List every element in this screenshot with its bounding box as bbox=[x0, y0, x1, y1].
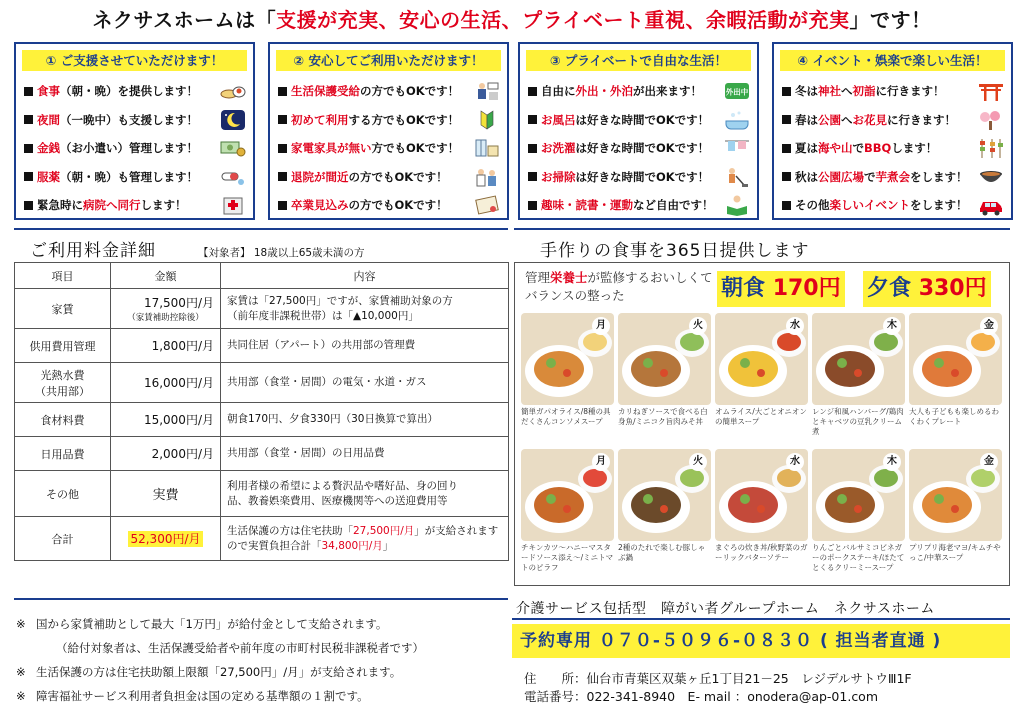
feature-item-text bbox=[37, 77, 219, 105]
target-text: 18歳以上65歳未満の方 bbox=[250, 247, 365, 259]
feature-box-1 bbox=[14, 42, 255, 220]
fee-item: 光熱水費 （共用部） bbox=[15, 363, 111, 403]
feature-highlight: 生活保護受給 bbox=[291, 84, 360, 98]
food-desc-red: 栄養士 bbox=[550, 270, 588, 285]
fee-content-line: 家賃は「27,500円」ですが、家賃補助対象の方 bbox=[227, 295, 453, 308]
fee-item: 日用品費 bbox=[15, 437, 111, 471]
feature-item bbox=[278, 77, 501, 105]
meal-photo bbox=[715, 313, 808, 443]
bullet-square bbox=[278, 172, 287, 181]
weekday-badge: 月 bbox=[592, 453, 610, 471]
feature-item bbox=[782, 77, 1005, 105]
fee-item: 合計 bbox=[15, 517, 111, 561]
fee-item: 供用費用管理 bbox=[15, 329, 111, 363]
meal-photo bbox=[715, 449, 808, 579]
fee-amount-value: 2,000円/月 bbox=[151, 447, 214, 461]
bullet-square bbox=[278, 87, 287, 96]
food-description bbox=[525, 269, 715, 305]
fee-row bbox=[15, 471, 509, 517]
feature-item bbox=[528, 163, 751, 191]
fee-content bbox=[221, 471, 509, 517]
feature-item-text bbox=[37, 134, 219, 162]
feature-highlight-2: 芋煮会 bbox=[875, 169, 910, 184]
feature-suffix: 方でもOKです！ bbox=[371, 141, 460, 155]
feature-item-text bbox=[37, 191, 219, 219]
feature-box-title: ② 安心してご利用いただけます！ bbox=[276, 50, 501, 71]
note-line bbox=[16, 612, 506, 636]
note-mark: ※ bbox=[16, 617, 26, 631]
meal-caption: まぐろの炊き丼/秋野菜のガーリックバターソテー bbox=[715, 543, 808, 563]
divider-company bbox=[512, 618, 1010, 620]
feature-section bbox=[14, 42, 1010, 220]
fee-amount bbox=[111, 329, 221, 363]
meal-photo bbox=[909, 313, 1002, 443]
meal-caption: 簡単ガパオライス/8種の具だくさんコンソメスープ bbox=[521, 407, 611, 427]
fee-content bbox=[221, 403, 509, 437]
feature-highlight: お掃除 bbox=[541, 169, 576, 184]
feature-suffix: する方でもOKです！ bbox=[348, 112, 460, 127]
feature-suffix: など自由です！ bbox=[633, 198, 714, 212]
headline-prefix: ネクサスホームは「 bbox=[92, 8, 277, 32]
pot-icon bbox=[977, 166, 1005, 188]
feature-highlight: 卒業見込み bbox=[291, 198, 349, 212]
fee-row bbox=[15, 289, 509, 329]
feature-item bbox=[24, 134, 247, 162]
fee-amount bbox=[111, 289, 221, 329]
weekday-badge: 金 bbox=[980, 317, 998, 335]
feature-item bbox=[278, 106, 501, 134]
fee-row bbox=[15, 363, 509, 403]
company-name: 介護サービス包括型 障がい者グループホーム ネクサスホーム bbox=[516, 601, 935, 617]
hospital-icon bbox=[219, 194, 247, 216]
feature-highlight: お風呂 bbox=[541, 112, 576, 127]
fee-content bbox=[221, 363, 509, 403]
note-line bbox=[16, 684, 506, 708]
meal-caption: 2種のたれで楽しむ豚しゃぶ鍋 bbox=[618, 543, 706, 563]
feature-suffix: します！ bbox=[140, 198, 187, 212]
bullet-square bbox=[782, 87, 791, 96]
feature-highlight: 海や山 bbox=[818, 141, 853, 155]
feature-pre: 春は bbox=[795, 112, 818, 127]
feature-suffix: の方でもOKです！ bbox=[348, 169, 448, 184]
feature-item bbox=[278, 134, 501, 162]
meal-caption: カリねぎソースで食べる白身魚/ミニコク旨肉みそ丼 bbox=[618, 407, 708, 427]
vacuum-icon bbox=[723, 166, 751, 188]
bbq-icon bbox=[977, 137, 1005, 159]
total-note-housing: 27,500円/月 bbox=[353, 525, 415, 538]
feature-item bbox=[278, 191, 501, 219]
feature-box-title: ① ご支援させていただけます！ bbox=[22, 50, 247, 71]
feature-item-text bbox=[291, 77, 473, 105]
feature-highlight: 食事 bbox=[37, 84, 60, 98]
feature-item-text bbox=[795, 191, 977, 219]
weekday-badge: 火 bbox=[689, 453, 707, 471]
divider-right-top bbox=[514, 228, 1010, 230]
divider-notes bbox=[14, 598, 508, 600]
feature-highlight: 病院へ同行 bbox=[83, 198, 141, 212]
fee-row bbox=[15, 437, 509, 471]
office-icon bbox=[473, 80, 501, 102]
fee-row bbox=[15, 329, 509, 363]
dinner-label: 夕食 bbox=[867, 276, 912, 301]
phone-email-line: 電話番号：022-341-8940 E- mail ：onodera@ap-01.com bbox=[524, 689, 879, 704]
feature-suffix: に行きます！ bbox=[887, 112, 956, 127]
feature-pre: その他 bbox=[795, 198, 830, 212]
feature-item-text bbox=[291, 106, 473, 134]
feature-item bbox=[528, 134, 751, 162]
bullet-square bbox=[528, 172, 537, 181]
food-desc-pre: 管理 bbox=[525, 270, 551, 285]
meal-photo bbox=[521, 449, 614, 579]
feature-mid: へ bbox=[841, 112, 853, 127]
feature-highlight: お洗濯 bbox=[541, 141, 576, 155]
header-item: 項目 bbox=[15, 263, 111, 289]
total-note-pre: 生活保護の方は住宅扶助「 bbox=[227, 525, 353, 538]
feature-pre: 夏は bbox=[795, 141, 818, 155]
feature-item bbox=[278, 163, 501, 191]
laundry-icon bbox=[723, 137, 751, 159]
fee-amount bbox=[111, 403, 221, 437]
bullet-square bbox=[24, 201, 33, 210]
feature-suffix: （一晩中）も支援します！ bbox=[60, 112, 198, 127]
feature-highlight: 神社 bbox=[818, 84, 841, 98]
feature-suffix: は好きな時間でOKです！ bbox=[575, 112, 710, 127]
bullet-square bbox=[24, 87, 33, 96]
feature-highlight: 公園広場 bbox=[818, 169, 864, 184]
feature-item-text bbox=[541, 77, 723, 105]
feature-item-text bbox=[541, 163, 723, 191]
weekday-badge: 火 bbox=[689, 317, 707, 335]
bullet-square bbox=[278, 144, 287, 153]
reservation-phone: 予約専用 ０７０-５０９６-０８３０ ( 担当者直通 ) bbox=[512, 624, 1010, 658]
bullet-square bbox=[528, 115, 537, 124]
weekday-badge: 水 bbox=[786, 453, 804, 471]
meal-icon bbox=[219, 80, 247, 102]
bullet-square bbox=[24, 115, 33, 124]
fee-content-line: 共用部（食堂・居間）の日用品費 bbox=[227, 447, 385, 460]
feature-item bbox=[24, 77, 247, 105]
feature-item bbox=[24, 106, 247, 134]
feature-box-2 bbox=[268, 42, 509, 220]
target-note bbox=[198, 245, 365, 260]
bullet-square bbox=[782, 115, 791, 124]
feature-item-text bbox=[795, 77, 977, 105]
diploma-icon bbox=[473, 194, 501, 216]
note-text: （給付対象者は、生活保護受給者や前年度の市町村民税非課税者です） bbox=[56, 641, 424, 655]
fee-amount-note: （家賃補助控除後） bbox=[127, 313, 204, 323]
bullet-square bbox=[278, 201, 287, 210]
feature-highlight-2: 初詣 bbox=[852, 84, 876, 98]
fee-table-header bbox=[15, 263, 509, 289]
cherry-blossom-icon bbox=[977, 109, 1005, 131]
feature-item-text bbox=[37, 106, 219, 134]
note-text: 障害福祉サービス利用者負担金は国の定める基準額の１割です。 bbox=[36, 689, 369, 703]
headline-suffix: 」です！ bbox=[849, 8, 932, 32]
note-text: 生活保護の方は住宅扶助額上限額「27,500円」/月」が支給されます。 bbox=[36, 665, 402, 679]
total-note-mid: 」が支給されますので実質負担合計「 bbox=[227, 525, 499, 552]
feature-suffix: に行きます！ bbox=[875, 84, 945, 98]
feature-item bbox=[528, 77, 751, 105]
feature-highlight: 家電家具が無い bbox=[291, 141, 372, 155]
fee-amount-value: 16,000円/月 bbox=[143, 376, 214, 390]
feature-item-text bbox=[291, 163, 473, 191]
meal-photo bbox=[812, 449, 905, 579]
fee-content bbox=[221, 329, 509, 363]
svg-text:外出中: 外出中 bbox=[725, 87, 749, 97]
address-block bbox=[524, 670, 912, 706]
weekday-badge: 金 bbox=[980, 453, 998, 471]
meal-caption: オムライス/大ごとオニオンの簡単スープ bbox=[715, 407, 807, 427]
moon-icon bbox=[219, 109, 247, 131]
fee-content bbox=[221, 437, 509, 471]
outing-sign-icon bbox=[723, 80, 751, 102]
meal-photo bbox=[909, 449, 1002, 579]
furniture-icon bbox=[473, 137, 501, 159]
feature-item bbox=[528, 106, 751, 134]
note-text: 国から家賃補助として最大「1万円」が給付金として支給されます。 bbox=[36, 617, 388, 631]
feature-highlight: 楽しいイベント bbox=[829, 198, 910, 212]
bullet-square bbox=[24, 172, 33, 181]
fee-content-line: 共同住居（アパート）の共用部の管理費 bbox=[227, 339, 416, 352]
meal-caption: レンジ和風ハンバーグ/鶏肉とキャベツの豆乳クリーム煮 bbox=[812, 407, 904, 437]
fee-row bbox=[15, 517, 509, 561]
fee-item: 食材料費 bbox=[15, 403, 111, 437]
weekday-badge: 木 bbox=[883, 453, 901, 471]
fee-amount-value: 15,000円/月 bbox=[143, 413, 214, 427]
meal-caption: チキンカツ～ハニーマスタードソース添え～/ミニトマトのピラフ bbox=[521, 543, 614, 573]
feature-box-title: ④ イベント・娯楽で楽しい生活！ bbox=[780, 50, 1005, 71]
fee-section-title bbox=[30, 236, 156, 261]
meal-caption: プリプリ海老マヨ/キムチやっこ/中華スープ bbox=[909, 543, 1001, 563]
shrine-icon bbox=[977, 80, 1005, 102]
total-note-burden: 34,800円/月 bbox=[321, 539, 383, 552]
weekday-badge: 水 bbox=[786, 317, 804, 335]
feature-item-text bbox=[541, 191, 723, 219]
bullet-square bbox=[24, 144, 33, 153]
feature-pre: 秋は bbox=[795, 169, 818, 184]
feature-suffix: します！ bbox=[891, 141, 938, 155]
fee-content bbox=[221, 517, 509, 561]
fee-content-line: 品、教養娯楽費用、医療機関等への送迎費用等 bbox=[227, 494, 448, 507]
doctor-icon bbox=[473, 166, 501, 188]
feature-highlight: 初めて利用 bbox=[291, 112, 349, 127]
feature-item-text bbox=[795, 106, 977, 134]
beginner-mark-icon bbox=[473, 109, 501, 131]
feature-item-text bbox=[37, 163, 219, 191]
divider-left-top bbox=[14, 228, 508, 230]
feature-suffix: （お小遣い）管理します！ bbox=[60, 141, 198, 155]
notes bbox=[16, 612, 506, 708]
meal-photo bbox=[812, 313, 905, 443]
feature-suffix: は好きな時間でOKです！ bbox=[575, 141, 710, 155]
fee-content-line: 利用者様の希望による贅沢品や嗜好品、身の回り bbox=[227, 480, 458, 493]
headline bbox=[0, 4, 1024, 33]
feature-highlight: 公園 bbox=[818, 112, 841, 127]
meal-photo bbox=[521, 313, 614, 443]
dinner-price: 330円 bbox=[918, 276, 987, 301]
note-line bbox=[16, 636, 506, 660]
breakfast-price: 170円 bbox=[772, 276, 841, 301]
feature-mid: へ bbox=[841, 84, 853, 98]
meal-caption: 大人も子どもも楽しめるわくわくプレート bbox=[909, 407, 999, 427]
fee-amount bbox=[111, 471, 221, 517]
feature-box-4 bbox=[772, 42, 1013, 220]
food-box bbox=[514, 262, 1010, 586]
feature-suffix: は好きな時間でOKです！ bbox=[575, 169, 710, 184]
fee-amount bbox=[111, 437, 221, 471]
target-label: 【対象者】 bbox=[198, 247, 251, 259]
headline-highlight: 支援が充実、安心の生活、プライベート重視、余暇活動が充実 bbox=[276, 8, 850, 32]
note-mark: ※ bbox=[16, 665, 26, 679]
feature-suffix: をします！ bbox=[910, 169, 968, 184]
car-icon bbox=[977, 194, 1005, 216]
fee-item: その他 bbox=[15, 471, 111, 517]
bullet-square bbox=[528, 144, 537, 153]
fee-content-line: 朝食170円、夕食330円（30日換算で算出） bbox=[227, 413, 438, 426]
header-amount: 金額 bbox=[111, 263, 221, 289]
money-icon bbox=[219, 137, 247, 159]
feature-highlight-2: BBQ bbox=[864, 141, 892, 155]
meal-caption: りんごとバルサミコビネガーのポークステーキ/ほたてとくるクリーミースープ bbox=[812, 543, 905, 573]
total-amount: 52,300円/月 bbox=[130, 532, 201, 546]
fee-amount-value: 1,800円/月 bbox=[151, 339, 214, 353]
bullet-square bbox=[782, 172, 791, 181]
fee-row bbox=[15, 403, 509, 437]
food-desc-post: が監修するおいしくてバランスの整った bbox=[525, 270, 713, 304]
bath-icon bbox=[723, 109, 751, 131]
bullet-square bbox=[782, 144, 791, 153]
feature-highlight: 趣味・読書・運動 bbox=[541, 198, 633, 212]
fee-content bbox=[221, 289, 509, 329]
feature-pre: 冬は bbox=[795, 84, 818, 98]
feature-pre: 自由に bbox=[541, 84, 576, 98]
note-line bbox=[16, 660, 506, 684]
feature-item-text bbox=[795, 134, 977, 162]
feature-item-text bbox=[541, 134, 723, 162]
feature-item bbox=[782, 106, 1005, 134]
fee-table bbox=[14, 262, 509, 561]
food-section-title bbox=[540, 236, 809, 261]
feature-item-text bbox=[291, 191, 473, 219]
fee-amount-value: 実費 bbox=[152, 488, 179, 503]
fee-amount bbox=[111, 363, 221, 403]
fee-content-line: 共用部（食堂・居間）の電気・水道・ガス bbox=[227, 376, 427, 389]
breakfast-price-badge bbox=[717, 271, 845, 307]
feature-box-3 bbox=[518, 42, 759, 220]
reading-icon bbox=[723, 194, 751, 216]
feature-suffix: をします！ bbox=[910, 198, 968, 212]
food-title-text: 手作りの食事を365日提供します bbox=[540, 241, 810, 261]
medicine-icon bbox=[219, 166, 247, 188]
feature-highlight-2: お花見 bbox=[852, 112, 887, 127]
feature-item bbox=[528, 191, 751, 219]
feature-item bbox=[24, 163, 247, 191]
feature-mid: で bbox=[852, 141, 864, 155]
feature-suffix: （朝・晩）を提供します！ bbox=[60, 84, 198, 98]
feature-mid: で bbox=[864, 169, 876, 184]
meal-photo bbox=[618, 449, 711, 579]
feature-suffix: （朝・晩）も管理します！ bbox=[60, 169, 198, 184]
bullet-square bbox=[528, 201, 537, 210]
fee-title-text: ご利用料金詳細 bbox=[30, 241, 156, 261]
feature-box-title: ③ プライベートで自由な生活！ bbox=[526, 50, 751, 71]
feature-highlight: 退院が間近 bbox=[291, 169, 349, 184]
fee-amount bbox=[111, 517, 221, 561]
feature-suffix: の方でもOKです！ bbox=[360, 84, 460, 98]
feature-highlight: 服薬 bbox=[37, 169, 60, 184]
feature-item bbox=[782, 163, 1005, 191]
feature-highlight: 夜間 bbox=[37, 112, 60, 127]
feature-pre: 緊急時に bbox=[37, 198, 83, 212]
feature-suffix: の方でもOKです！ bbox=[348, 198, 448, 212]
meal-photo bbox=[618, 313, 711, 443]
weekday-badge: 木 bbox=[883, 317, 901, 335]
fee-item: 家賃 bbox=[15, 289, 111, 329]
bullet-square bbox=[278, 115, 287, 124]
feature-item-text bbox=[291, 134, 473, 162]
feature-item bbox=[24, 191, 247, 219]
dinner-price-badge bbox=[863, 271, 991, 307]
feature-item-text bbox=[795, 163, 977, 191]
fee-content-line: （前年度非課税世帯）は「▲10,000円」 bbox=[227, 309, 419, 322]
address-line: 住 所：仙台市青葉区双葉ヶ丘1丁目21－25 レジデルサトウⅢ1F bbox=[524, 671, 912, 686]
note-mark: ※ bbox=[16, 689, 26, 703]
fee-amount-value: 17,500円/月 bbox=[143, 296, 214, 310]
feature-suffix: が出来ます！ bbox=[633, 84, 702, 98]
feature-highlight: 外出・外泊 bbox=[575, 84, 633, 98]
header-content: 内容 bbox=[221, 263, 509, 289]
bullet-square bbox=[782, 201, 791, 210]
total-note-post: 」 bbox=[382, 539, 394, 552]
feature-item bbox=[782, 191, 1005, 219]
feature-item-text bbox=[541, 106, 723, 134]
weekday-badge: 月 bbox=[592, 317, 610, 335]
bullet-square bbox=[528, 87, 537, 96]
feature-highlight: 金銭 bbox=[37, 141, 60, 155]
breakfast-label: 朝食 bbox=[721, 276, 766, 301]
feature-item bbox=[782, 134, 1005, 162]
